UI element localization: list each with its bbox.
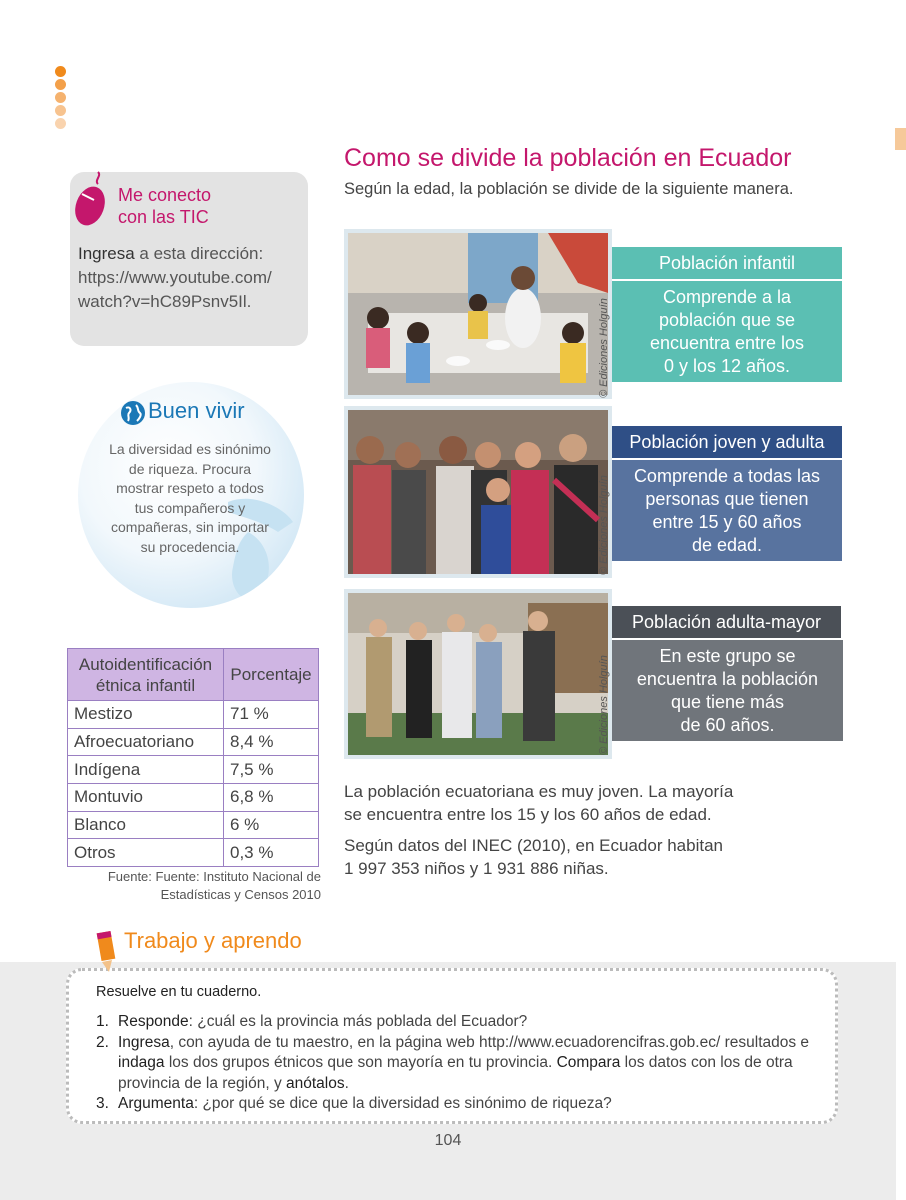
list-item: 3. Argumenta: ¿por qué se dice que la diversidad es sinónimo de riqueza? (96, 1095, 612, 1112)
page-number: 104 (434, 1132, 462, 1149)
table-cell-pct: 0,3 % (224, 839, 319, 867)
buen-vivir-text: La diversidad es sinónimo de riqueza. Procura mostrar respeto a todos tus compañeros y compañeras, sin importar su procedencia. (109, 441, 271, 555)
pencil-icon (94, 930, 118, 974)
paragraph-young-population: La población ecuatoriana es muy joven. La mayoría se encuentra entre los 15 y los 60 años de edad. (344, 782, 734, 824)
table-cell-pct: 6 % (224, 811, 319, 839)
photo-credit: © Ediciones Holguín (598, 298, 610, 398)
table-row (68, 756, 319, 784)
activity-list (96, 1012, 826, 1115)
mouse-icon (72, 170, 112, 230)
list-item: 2. Ingresa, con ayuda de tu maestro, en la página web http://www.ecuadorencifras.gob.ec/ resultados e indaga los dos grupos étnicos que son mayoría en tu provincia. Compara los datos con los de otra provincia de la región, y anótalos. (96, 1033, 810, 1092)
table-row (68, 784, 319, 812)
table-row (68, 811, 319, 839)
table-row (68, 701, 319, 729)
table-cell-group: Montuvio (68, 784, 224, 812)
table-header-ethnicity: Autoidentificación étnica infantil (68, 649, 224, 701)
table-cell-group: Afroecuatoriano (68, 728, 224, 756)
paragraph-inec-data: Según datos del INEC (2010), en Ecuador habitan 1 997 353 niños y 1 931 886 niñas. (344, 836, 723, 878)
photo-elderly (344, 589, 612, 759)
group-head-young-adult: Población joven y adulta (612, 426, 842, 458)
table-cell-pct: 6,8 % (224, 784, 319, 812)
photo-family (344, 406, 612, 578)
table-cell-group: Blanco (68, 811, 224, 839)
table-header-row (68, 649, 319, 701)
table-header-percentage: Porcentaje (224, 649, 319, 701)
table-cell-pct: 8,4 % (224, 728, 319, 756)
table-row (68, 839, 319, 867)
intro-text: Según la edad, la población se divide de la siguiente manera. (344, 180, 794, 198)
table-cell-group: Mestizo (68, 701, 224, 729)
photo-children (344, 229, 612, 399)
tic-body: Ingresa a esta dirección: https://www.youtube.com/ watch?v=hC89Psnv5Il. (78, 242, 306, 314)
table-source: Fuente: Fuente: Instituto Nacional de Estadísticas y Censos 2010 (107, 869, 321, 902)
table-row (68, 728, 319, 756)
page-side-tab (895, 128, 906, 150)
photo-credit: © Ediciones Holguín (598, 475, 610, 575)
page-title: Como se divide la población en Ecuador (344, 144, 792, 172)
table-cell-group: Indígena (68, 756, 224, 784)
group-body-young-adult: Comprende a todas las personas que tienen entre 15 y 60 años de edad. (612, 460, 842, 561)
table-cell-pct: 7,5 % (224, 756, 319, 784)
group-head-elderly: Población adulta-mayor (612, 606, 841, 638)
table-cell-pct: 71 % (224, 701, 319, 729)
photo-credit: © Ediciones Holguín (598, 655, 610, 755)
activity-title: Trabajo y aprendo (124, 928, 302, 953)
decorative-dots (55, 66, 67, 131)
ethnicity-table (67, 648, 319, 867)
list-item: 1. Responde: ¿cuál es la provincia más poblada del Ecuador? (96, 1013, 528, 1030)
group-body-children: Comprende a la población que se encuentra entre los 0 y los 12 años. (612, 281, 842, 382)
group-body-elderly: En este grupo se encuentra la población que tiene más de 60 años. (612, 640, 843, 741)
group-head-children: Población infantil (612, 247, 842, 279)
table-cell-group: Otros (68, 839, 224, 867)
activity-intro: Resuelve en tu cuaderno. (96, 984, 262, 1000)
tic-title: Me conecto con las TIC (118, 185, 212, 227)
tic-url[interactable]: https://www.youtube.com/ watch?v=hC89Psnv5Il. (78, 268, 272, 311)
buen-vivir-title: Buen vivir (148, 398, 245, 423)
